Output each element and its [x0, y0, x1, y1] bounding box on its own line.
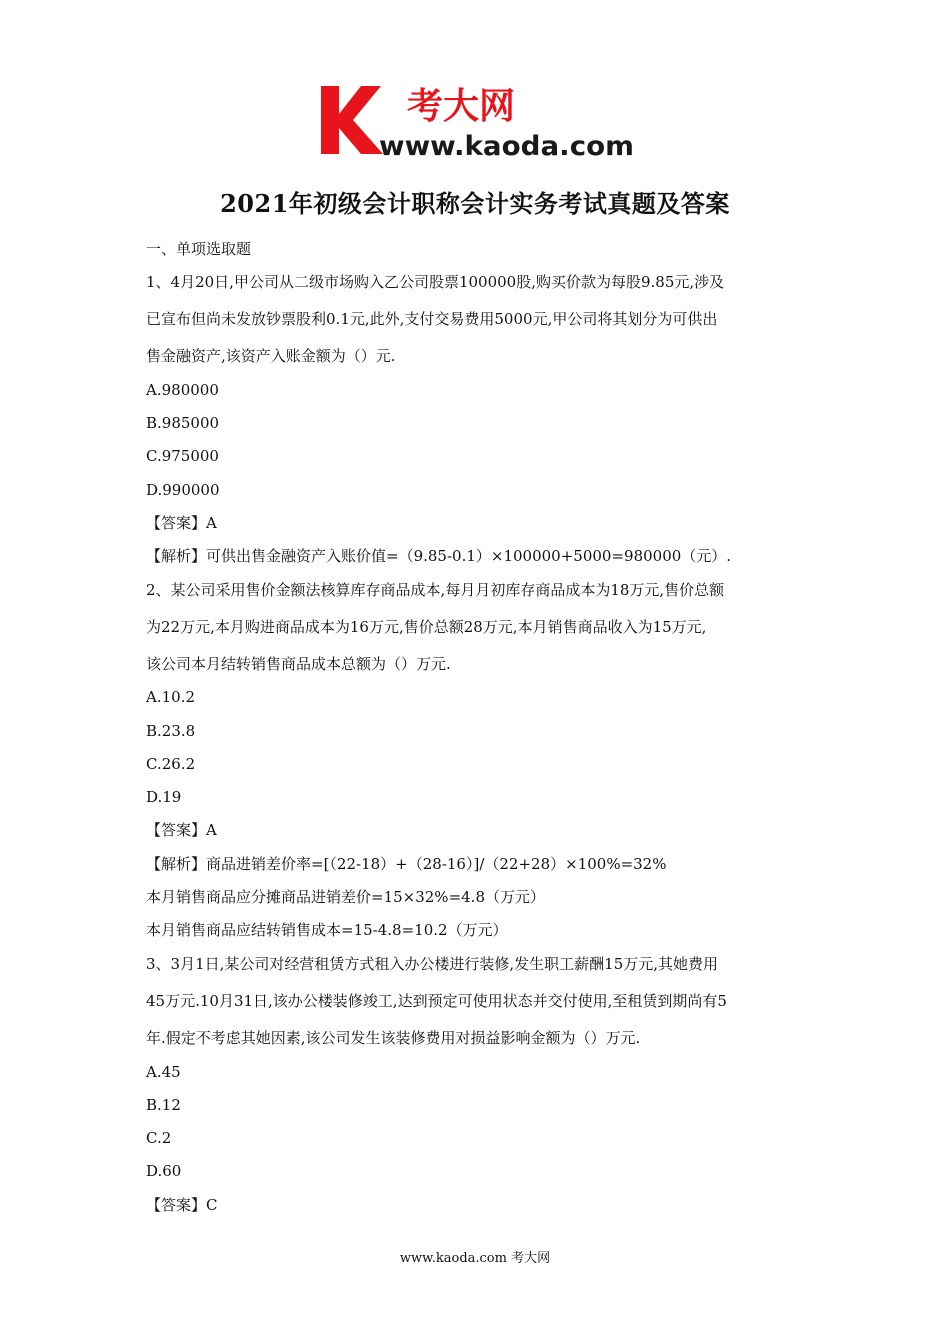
- document-title: 2021年初级会计职称会计实务考试真题及答案: [220, 189, 730, 218]
- question-2-option-c: C.26.2: [146, 755, 196, 773]
- question-1-text: 已宣布但尚未发放钞票股利0.1元,此外,支付交易费用5000元,甲公司将其划分为可供出: [146, 310, 718, 328]
- logo-k-mark: [321, 86, 383, 154]
- question-2-text: 2、某公司采用售价金额法核算库存商品成本,每月月初库存商品成本为18万元,售价总额: [146, 581, 725, 599]
- question-2-answer: 【答案】A: [146, 821, 217, 839]
- question-2-option-d: D.19: [146, 788, 182, 806]
- question-1-text: 1、4月20日,甲公司从二级市场购入乙公司股票100000股,购买价款为每股9.85元,涉及: [146, 273, 725, 291]
- question-1-answer: 【答案】A: [146, 514, 217, 532]
- question-2-analysis: 本月销售商品应结转销售成本=15-4.8=10.2（万元）: [146, 921, 508, 939]
- page-footer: www.kaoda.com 考大网: [399, 1251, 551, 1266]
- logo-brand-text: 考大网: [407, 86, 516, 127]
- question-1-option-d: D.990000: [146, 481, 220, 499]
- question-3-text: 3、3月1日,某公司对经营租赁方式租入办公楼进行装修,发生职工薪酬15万元,其她费用: [146, 955, 719, 973]
- logo-domain-text: www.kaoda.com: [379, 131, 634, 160]
- question-3-option-a: A.45: [146, 1063, 181, 1081]
- question-2-analysis: 本月销售商品应分摊商品进销差价=15×32%=4.8（万元）: [146, 888, 545, 906]
- question-1-option-a: A.980000: [146, 381, 219, 399]
- section-heading: 一、单项选取题: [146, 240, 252, 258]
- question-1-analysis: 【解析】可供出售金融资产入账价值=（9.85-0.1）×100000+5000=980000（元）.: [146, 547, 732, 565]
- question-1-option-b: B.985000: [146, 414, 220, 432]
- question-1-text: 售金融资产,该资产入账金额为（）元.: [146, 347, 396, 365]
- question-2-text: 该公司本月结转销售商品成本总额为（）万元.: [146, 655, 451, 673]
- question-2-text: 为22万元,本月购进商品成本为16万元,售价总额28万元,本月销售商品收入为15万元,: [146, 618, 707, 636]
- question-2-analysis: 【解析】商品进销差价率=[（22-18）+（28-16）]/（22+28）×100%=32%: [146, 855, 667, 873]
- question-3-text: 年.假定不考虑其她因素,该公司发生该装修费用对损益影响金额为（）万元.: [146, 1029, 641, 1047]
- question-1-option-c: C.975000: [146, 447, 219, 465]
- question-3-text: 45万元.10月31日,该办公楼装修竣工,达到预定可使用状态并交付使用,至租赁到期尚有5: [146, 992, 727, 1010]
- question-2-option-a: A.10.2: [146, 688, 195, 706]
- question-3-answer: 【答案】C: [146, 1196, 218, 1214]
- question-2-option-b: B.23.8: [146, 722, 196, 740]
- question-3-option-d: D.60: [146, 1162, 182, 1180]
- question-3-option-c: C.2: [146, 1129, 172, 1147]
- kaoda-logo: [315, 80, 645, 160]
- question-3-option-b: B.12: [146, 1096, 181, 1114]
